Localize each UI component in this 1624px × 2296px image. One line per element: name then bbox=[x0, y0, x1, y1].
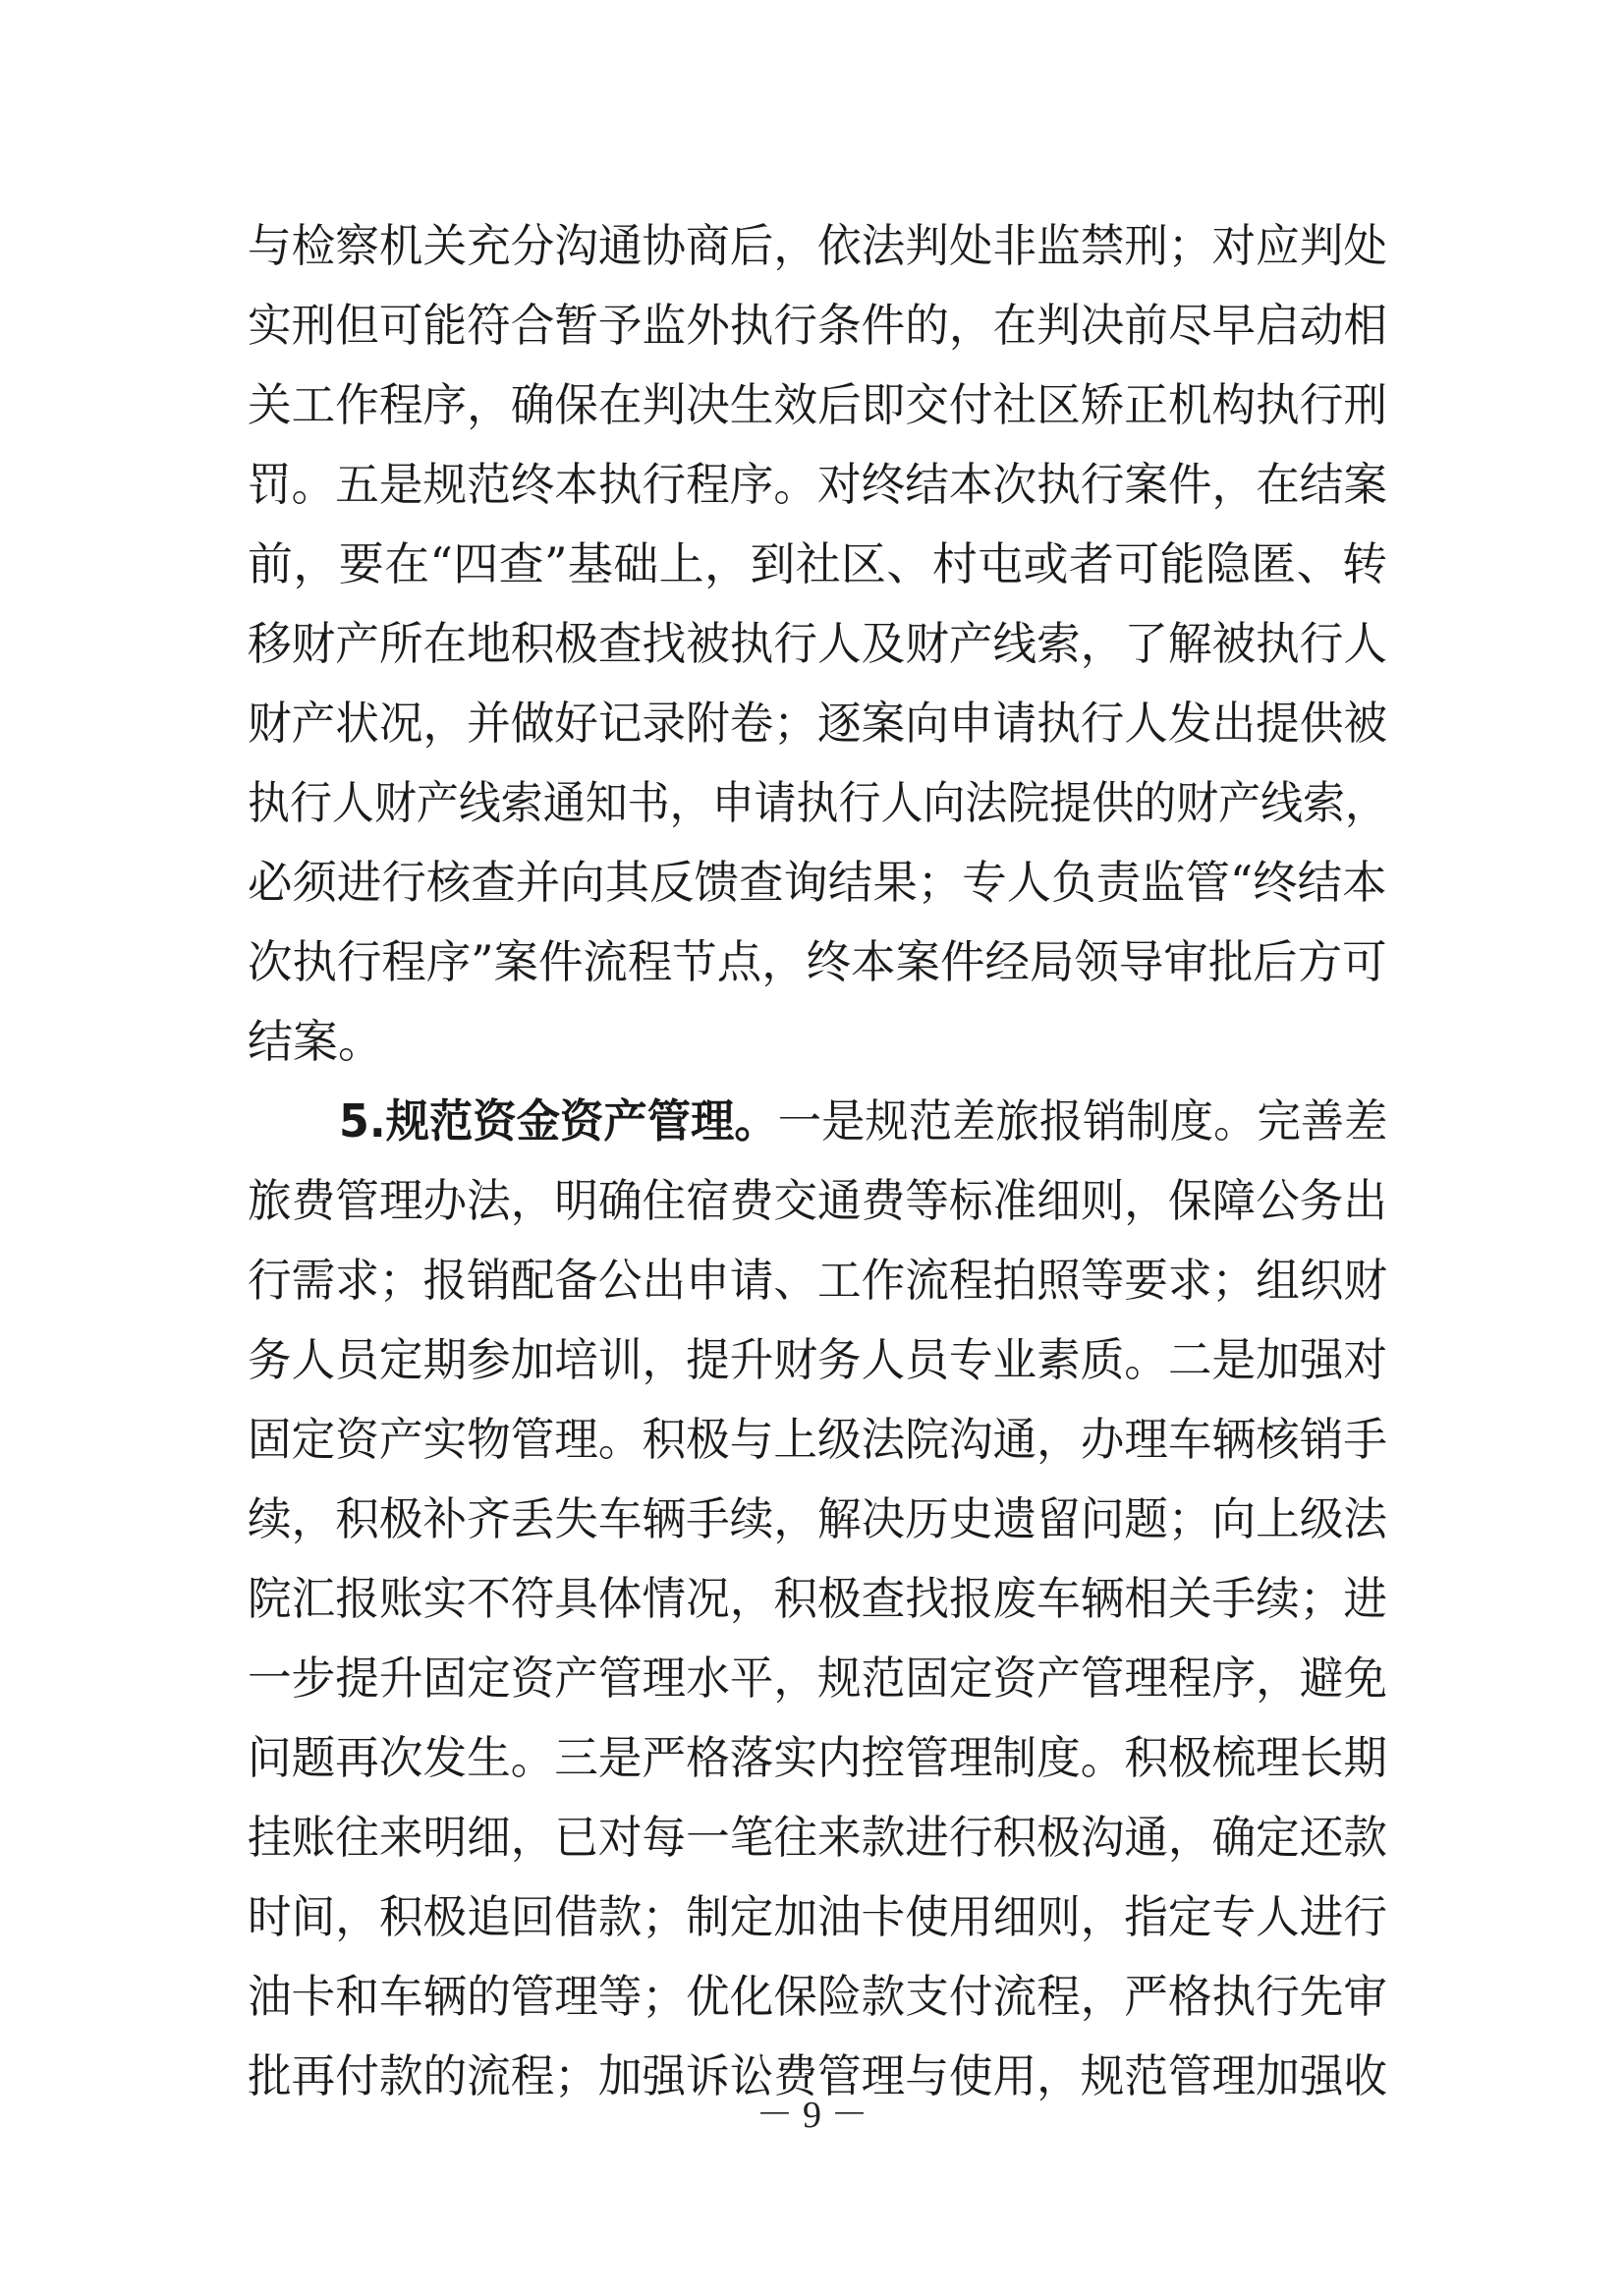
paragraph-1-line-5: 前，要在“四查”基础上，到社区、村屯或者可能隐匿、转 bbox=[248, 537, 1387, 590]
paragraph-1-line-6: 移财产所在地积极查找被执行人及财产线索，了解被执行人 bbox=[248, 617, 1387, 670]
paragraph-2-line-7: 院汇报账实不符具体情况，积极查找报废车辆相关手续；进 bbox=[248, 1572, 1387, 1625]
paragraph-1-line-4: 罚。五是规范终本执行程序。对终结本次执行案件，在结案 bbox=[248, 458, 1387, 511]
paragraph-1-line-2: 实刑但可能符合暂予监外执行条件的，在判决前尽早启动相 bbox=[248, 299, 1387, 352]
paragraph-2-line-1 bbox=[339, 1092, 1388, 1150]
paragraph-2-line-3: 行需求；报销配备公出申请、工作流程拍照等要求；组织财 bbox=[248, 1254, 1387, 1307]
paragraph-1-line-7: 财产状况，并做好记录附卷；逐案向申请执行人发出提供被 bbox=[248, 697, 1387, 750]
paragraph-2-line-8: 一步提升固定资产管理水平，规范固定资产管理程序，避免 bbox=[248, 1652, 1387, 1705]
paragraph-1-line-9: 必须进行核查并向其反馈查询结果；专人负责监管“终结本 bbox=[248, 856, 1387, 909]
paragraph-1-line-11: 结案。 bbox=[248, 1015, 383, 1068]
paragraph-2-line-13: 批再付款的流程；加强诉讼费管理与使用，规范管理加强收 bbox=[248, 2049, 1387, 2102]
paragraph-2-line-5: 固定资产实物管理。积极与上级法院沟通，办理车辆核销手 bbox=[248, 1413, 1387, 1466]
paragraph-1-line-8: 执行人财产线索通知书，申请执行人向法院提供的财产线索， bbox=[248, 776, 1387, 829]
paragraph-2-line-2: 旅费管理办法，明确住宿费交通费等标准细则，保障公务出 bbox=[248, 1174, 1387, 1227]
paragraph-2-line-12: 油卡和车辆的管理等；优化保险款支付流程，严格执行先审 bbox=[248, 1970, 1387, 2023]
paragraph-2-line-6: 续，积极补齐丢失车辆手续，解决历史遗留问题；向上级法 bbox=[248, 1492, 1387, 1545]
paragraph-2-line-1-text: 一是规范差旅报销制度。完善差 bbox=[777, 1094, 1388, 1148]
paragraph-2-line-11: 时间，积极追回借款；制定加油卡使用细则，指定专人进行 bbox=[248, 1890, 1387, 1943]
paragraph-1-line-3: 关工作程序，确保在判决生效后即交付社区矫正机构执行刑 bbox=[248, 378, 1387, 431]
paragraph-2-line-9: 问题再次发生。三是严格落实内控管理制度。积极梳理长期 bbox=[248, 1731, 1387, 1784]
paragraph-2-line-10: 挂账往来明细，已对每一笔往来款进行积极沟通，确定还款 bbox=[248, 1811, 1387, 1864]
paragraph-1-line-1: 与检察机关充分沟通协商后，依法判处非监禁刑；对应判处 bbox=[248, 219, 1387, 272]
page-number: － 9 － bbox=[756, 2095, 868, 2136]
paragraph-2-line-4: 务人员定期参加培训，提升财务人员专业素质。二是加强对 bbox=[248, 1333, 1387, 1386]
paragraph-1-line-10: 次执行程序”案件流程节点，终本案件经局领导审批后方可 bbox=[248, 935, 1387, 988]
section-heading: 5.规范资金资产管理。 bbox=[339, 1094, 778, 1148]
